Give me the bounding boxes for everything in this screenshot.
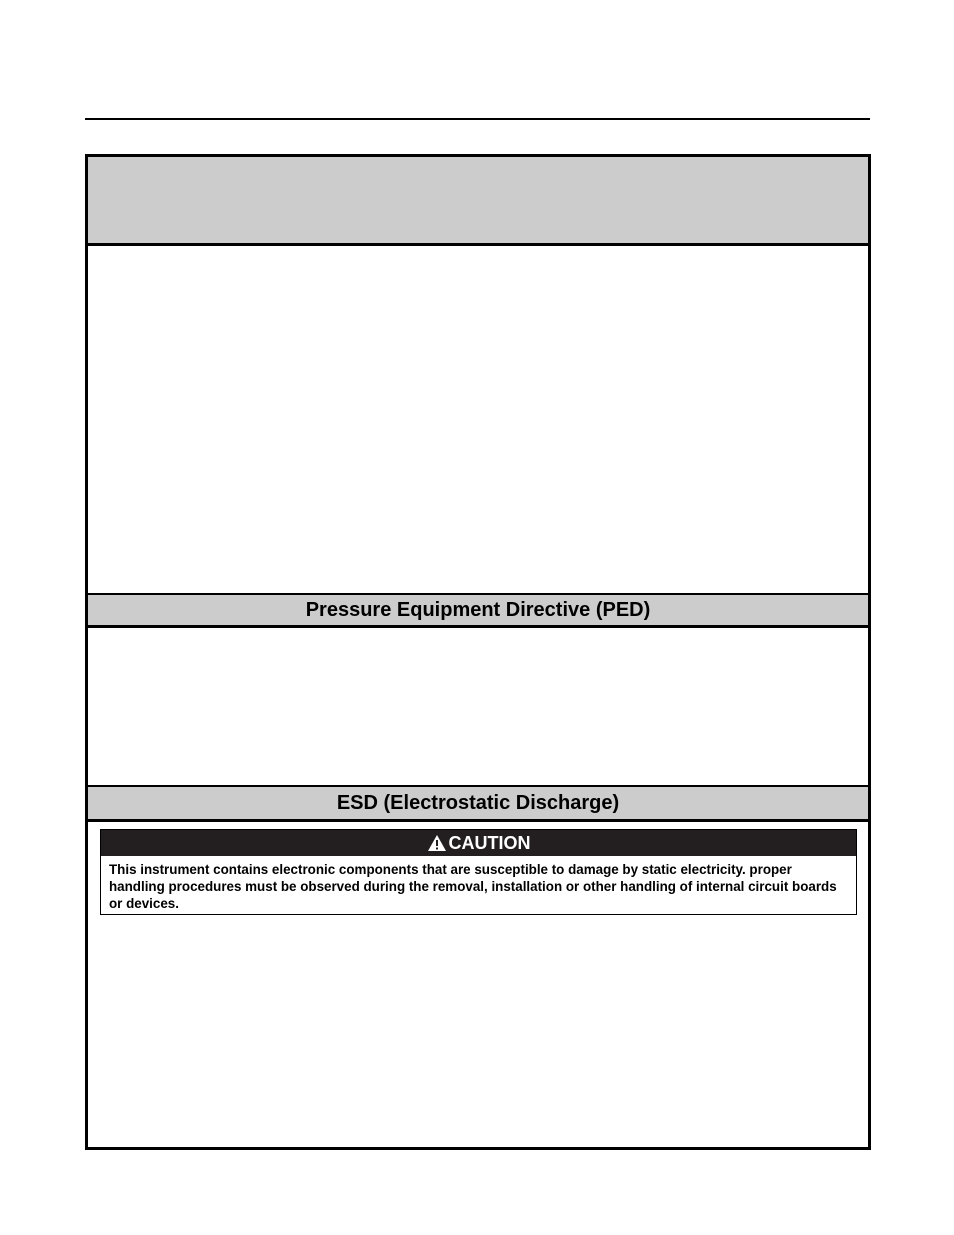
ped-section-title: Pressure Equipment Directive (PED) — [305, 598, 651, 621]
ped-section-body — [88, 628, 868, 785]
top-rule — [85, 118, 870, 120]
esd-section-header — [88, 785, 868, 822]
caution-box — [100, 829, 857, 915]
top-section-body — [88, 246, 868, 594]
ped-section-header — [88, 593, 868, 628]
caution-title-bar — [101, 830, 856, 856]
content-frame — [85, 154, 871, 1150]
caution-text: This instrument contains electronic components that are susceptible to damage by static electricity. proper handling procedures must be observed during the removal, installation or other handling of internal circuit boards or devices. — [109, 862, 837, 911]
caution-label: CAUTION — [448, 832, 531, 853]
esd-section-title: ESD (Electrostatic Discharge) — [336, 791, 620, 814]
warning-triangle-icon — [427, 834, 447, 852]
top-section-header — [88, 157, 868, 246]
